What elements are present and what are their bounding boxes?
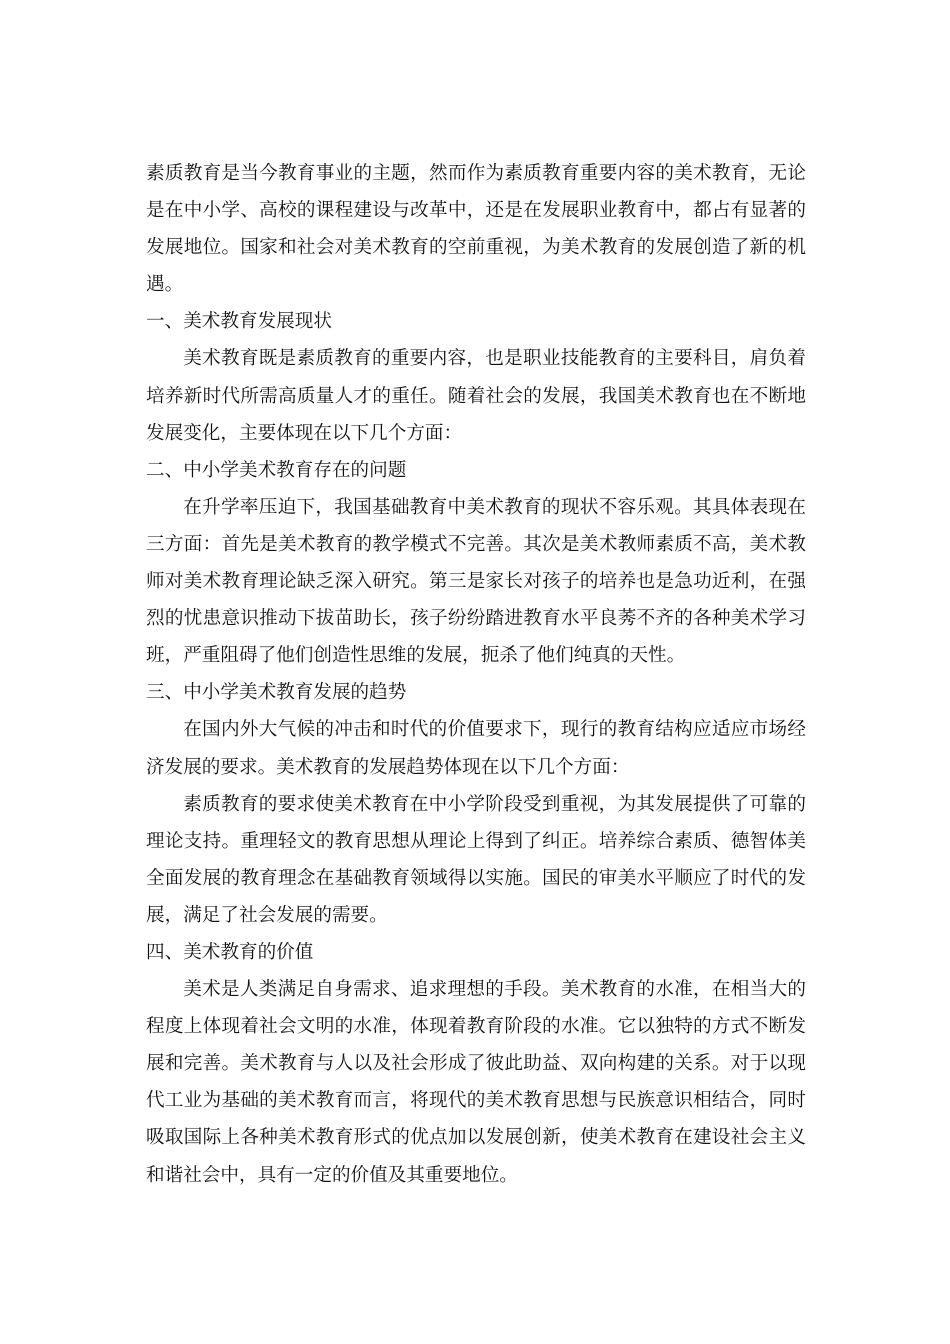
section-heading-3: 三、中小学美术教育发展的趋势	[146, 682, 407, 704]
section-2-paragraph-1: 在升学率压迫下，我国基础教育中美术教育的现状不容乐观。其具体表现在三方面：首先是美术教育的教学模式不完善。其次是美术教师素质不高，美术教师对美术教育理论缺乏深入研究。第三是家长对孩子的培养也是急功近利，在强烈的忧患意识推动下拔苗助长，孩子纷纷踏进教育水平良莠不齐的各种美术学习班，严重阻碍了他们创造性思维的发展，扼杀了他们纯真的天性。	[146, 496, 806, 667]
section-4-paragraph-1: 美术是人类满足自身需求、追求理想的手段。美术教育的水准，在相当大的程度上体现着社会文明的水准，体现着教育阶段的水准。它以独特的方式不断发展和完善。美术教育与人以及社会形成了彼此助益、双向构建的关系。对于以现代工业为基础的美术教育而言，将现代的美术教育思想与民族意识相结合，同时吸取国际上各种美术教育形式的优点加以发展创新，使美术教育在建设社会主义和谐社会中，具有一定的价值及其重要地位。	[146, 979, 806, 1186]
section-heading-1: 一、美术教育发展现状	[146, 311, 332, 333]
section-3-paragraph-1: 在国内外大气候的冲击和时代的价值要求下，现行的教育结构应适应市场经济发展的要求。美术教育的发展趋势体现在以下几个方面：	[146, 719, 806, 778]
section-heading-2: 二、中小学美术教育存在的问题	[146, 459, 407, 481]
intro-paragraph: 素质教育是当今教育事业的主题，然而作为素质教育重要内容的美术教育，无论是在中小学、高校的课程建设与改革中，还是在发展职业教育中，都占有显著的发展地位。国家和社会对美术教育的空前重视，为美术教育的发展创造了新的机遇。	[146, 163, 806, 296]
section-heading-4: 四、美术教育的价值	[146, 941, 314, 963]
section-1-paragraph-1: 美术教育既是素质教育的重要内容，也是职业技能教育的主要科目，肩负着培养新时代所需高质量人才的重任。随着社会的发展，我国美术教育也在不断地发展变化，主要体现在以下几个方面：	[146, 348, 806, 444]
section-3-paragraph-2: 素质教育的要求使美术教育在中小学阶段受到重视，为其发展提供了可靠的理论支持。重理轻文的教育思想从理论上得到了纠正。培养综合素质、德智体美全面发展的教育理念在基础教育领域得以实施。国民的审美水平顺应了时代的发展，满足了社会发展的需要。	[146, 793, 806, 926]
document-page	[146, 155, 806, 1194]
